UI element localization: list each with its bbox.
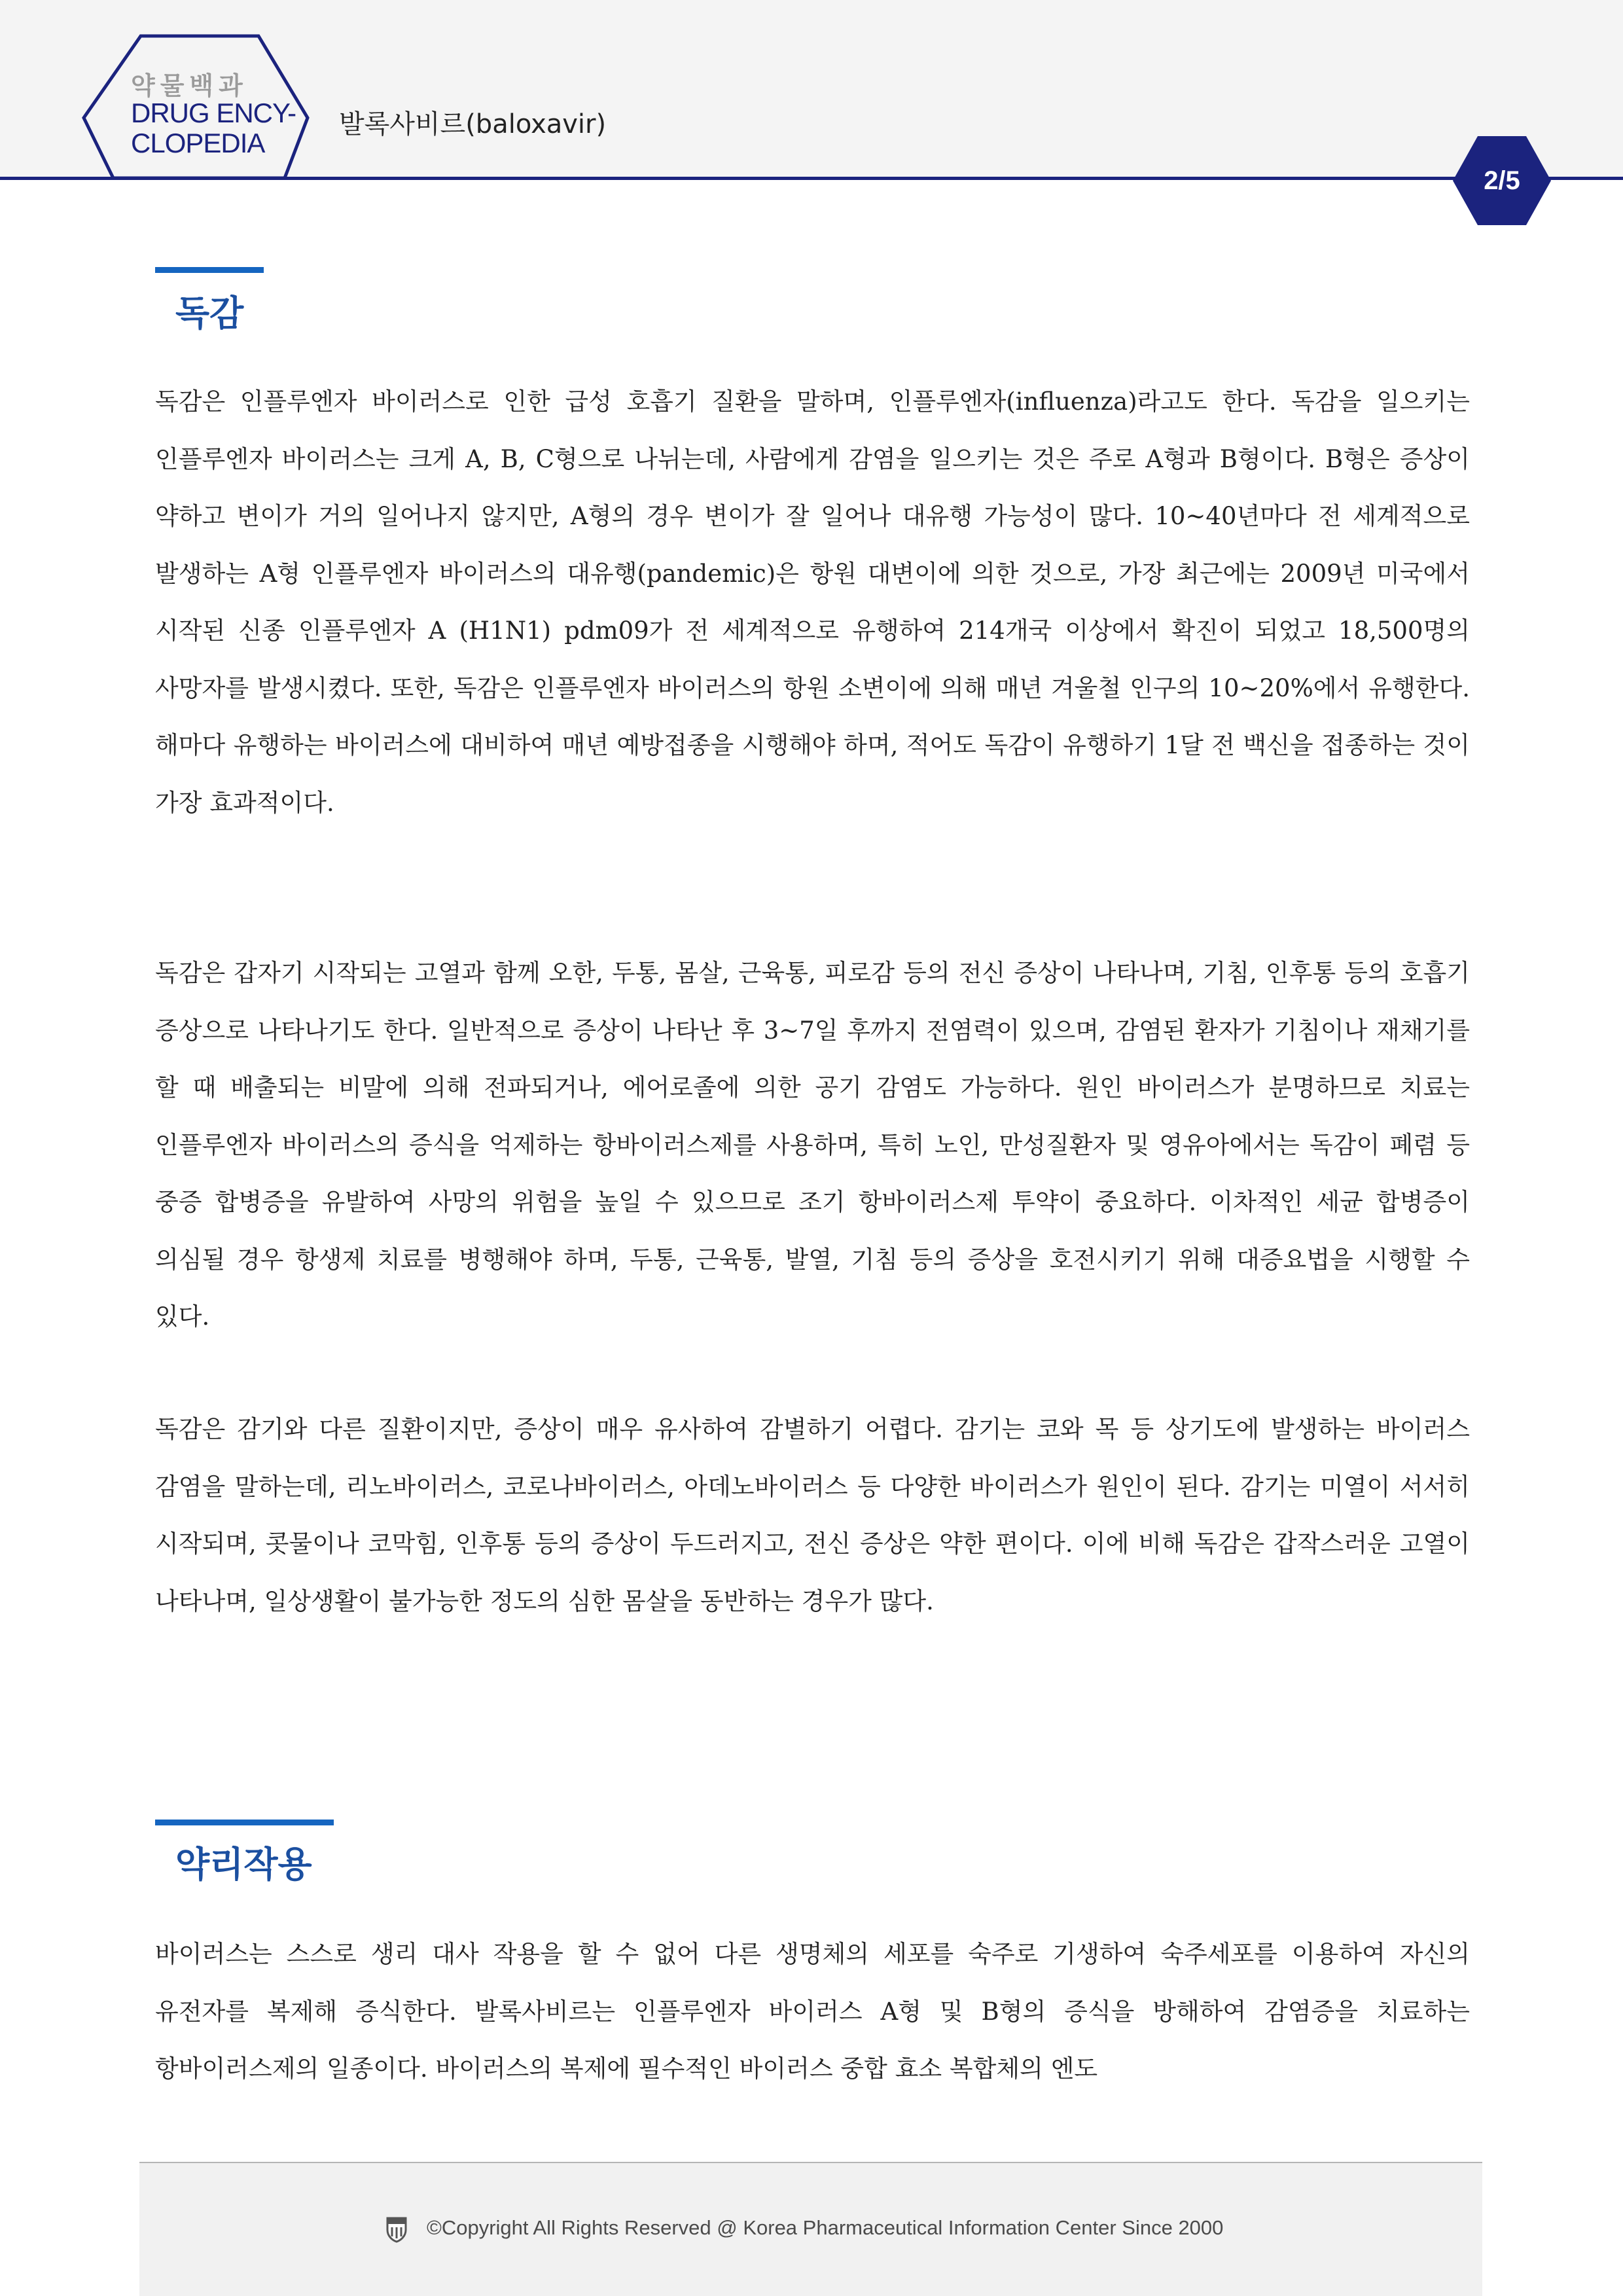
section-rule-influenza xyxy=(155,267,264,273)
paragraph-influenza-overview: 독감은 인플루엔자 바이러스로 인한 급성 호흡기 질환을 말하며, 인플루엔자(influenza)라고도 한다. 독감을 일으키는 인플루엔자 바이러스는 크게 A, B, C형으로 나뉘는데, 사람에게 감염을 일으키는 것은 주로 A형과 B형이다. B형은 증상이 약하고 변이가 거의 일어나지 않지만, A형의 경우 변이가 잘 일어나 대유행 가능성이 많다. 10~40년마다 전 세계적으로 발생하는 A형 인플루엔자 바이러스의 대유행(pandemic)은 항원 대변이에 의한 것으로, 가장 최근에는 2009년 미국에서 시작된 신종 인플루엔자 A (H1N1) pdm09가 전 세계적으로 유행하여 214개국 이상에서 확진이 되었고 18,500명의 사망자를 발생시켰다. 또한, 독감은 인플루엔자 바이러스의 항원 소변이에 의해 매년 겨울철 인구의 10~20%에서 유행한다. 해마다 유행하는 바이러스에 대비하여 매년 예방접종을 시행해야 하며, 적어도 독감이 유행하기 1달 전 백신을 접종하는 것이 가장 효과적이다. xyxy=(155,387,1470,817)
footer-copyright: ©Copyright All Rights Reserved @ Korea Pharmaceutical Information Center Since 2000 xyxy=(427,2216,1224,2239)
footer-divider xyxy=(139,2162,1482,2163)
document-title: 발록사비르(baloxavir) xyxy=(339,109,607,139)
section-rule-pharmacology xyxy=(155,1820,334,1825)
paragraph-influenza-vs-cold: 독감은 감기와 다른 질환이지만, 증상이 매우 유사하여 감별하기 어렵다. 감기는 코와 목 등 상기도에 발생하는 바이러스 감염을 말하는데, 리노바이러스, 코로나바이러스, 아데노바이러스 등 다양한 바이러스가 원인이 된다. 감기는 미열이 서서히 시작되며, 콧물이나 코막힘, 인후통 등의 증상이 두드러지고, 전신 증상은 약한 편이다. 이에 비해 독감은 갑작스러운 고열이 나타나며, 일상생활이 불가능한 정도의 심한 몸살을 동반하는 경우가 많다. xyxy=(155,1415,1470,1615)
page-indicator: 2/5 xyxy=(1484,166,1520,195)
logo-english-text xyxy=(131,98,301,158)
logo-korean-text: 약물백과 xyxy=(131,71,248,100)
kpic-emblem-icon xyxy=(383,2215,410,2243)
section-title-influenza: 독감 xyxy=(175,293,244,334)
paragraph-pharmacology: 바이러스는 스스로 생리 대사 작용을 할 수 없어 다른 생명체의 세포를 숙주로 기생하여 숙주세포를 이용하여 자신의 유전자를 복제해 증식한다. 발록사비르는 인플루엔자 바이러스 A형 및 B형의 증식을 방해하여 감염증을 치료하는 항바이러스제의 일종이다. 바이러스의 복제에 필수적인 바이러스 중합 효소 복합체의 엔도 xyxy=(155,1940,1470,2083)
section-title-pharmacology: 약리작용 xyxy=(175,1844,312,1885)
paragraph-influenza-symptoms: 독감은 갑자기 시작되는 고열과 함께 오한, 두통, 몸살, 근육통, 피로감 등의 전신 증상이 나타나며, 기침, 인후통 등의 호흡기 증상으로 나타나기도 한다. 일반적으로 증상이 나타난 후 3~7일 후까지 전염력이 있으며, 감염된 환자가 기침이나 재채기를 할 때 배출되는 비말에 의해 전파되거나, 에어로졸에 의한 공기 감염도 가능하다. 원인 바이러스가 분명하므로 치료는 인플루엔자 바이러스의 증식을 억제하는 항바이러스제를 사용하며, 특히 노인, 만성질환자 및 영유아에서는 독감이 폐렴 등 중증 합병증을 유발하여 사망의 위험을 높일 수 있으므로 조기 항바이러스제 투약이 중요하다. 이차적인 세균 합병증이 의심될 경우 항생제 치료를 병행해야 하며, 두통, 근육통, 발열, 기침 등의 증상을 호전시키기 위해 대증요법을 시행할 수 있다. xyxy=(155,959,1470,1331)
logo-english-line-2: CLOPEDIA xyxy=(131,128,265,158)
logo-english-line-1: DRUG ENCY- xyxy=(131,98,296,128)
header-divider xyxy=(0,177,1623,180)
